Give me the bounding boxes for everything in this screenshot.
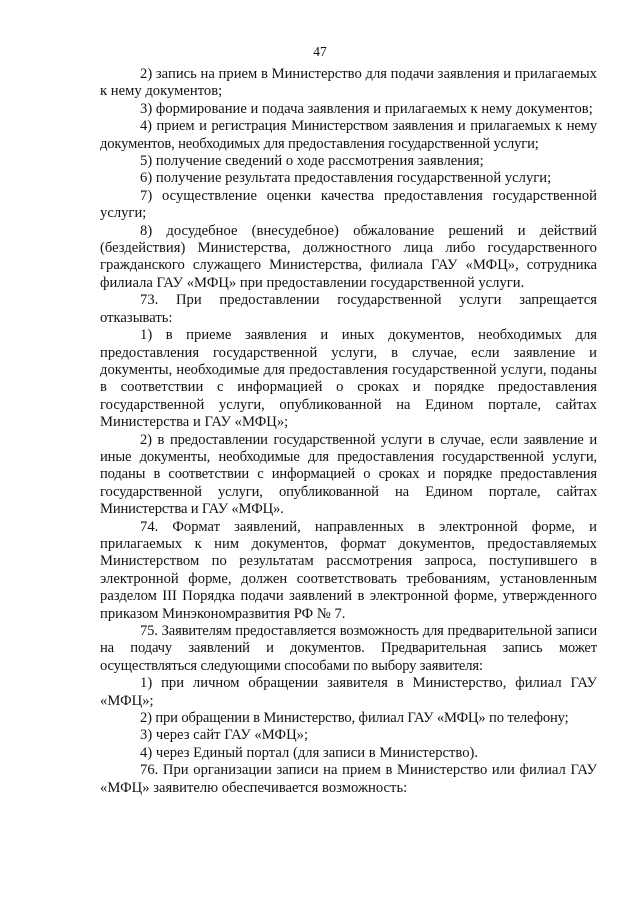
paragraph-75-item-3: 3) через сайт ГАУ «МФЦ»; xyxy=(140,727,309,744)
paragraph-item-5-status: 5) получение сведений о ходе рассмотрения заявления; xyxy=(140,153,484,170)
paragraph-74-format: 74. Формат заявлений, направленных в электронной форме, и прилагаемых к ним документов, формат документов, предоставляемых Министерством по результатам рассмотрения запроса, поступившего в электронной форме, должен соответствовать требованиям, установленным разделом III Порядка подачи заявлений в электронной форме, утвержденного приказом Минэкономразвития РФ № 7. xyxy=(100,518,597,622)
document-body xyxy=(100,66,597,797)
paragraph-item-7-quality: 7) осуществление оценки качества предоставления государственной услуги; xyxy=(100,187,597,222)
paragraph-73-item-2: 2) в предоставлении государственной услуги в случае, если заявление и иные документы, необходимые для предоставления государственной услуги, поданы в соответствии с информацией о сроках и порядке предоставления государственной услуги, опубликованной на Едином портале, сайтах Министерства и ГАУ «МФЦ». xyxy=(100,431,597,518)
paragraph-75-item-1: 1) при личном обращении заявителя в Министерство, филиал ГАУ «МФЦ»; xyxy=(100,675,597,709)
paragraph-75-item-4: 4) через Единый портал (для записи в Министерство). xyxy=(140,744,479,761)
paragraph-73-item-1: 1) в приеме заявления и иных документов, необходимых для предоставления государственной услуги, в случае, если заявление и документы, необходимые для предоставления государственной услуги, поданы в соответствии с информацией о сроках и порядке предоставления государственной услуги, опубликованной на Едином портале, сайтах Министерства и ГАУ «МФЦ»; xyxy=(100,327,597,431)
paragraph-76-organization: 76. При организации записи на прием в Министерство или филиал ГАУ «МФЦ» заявителю обеспечивается возможность: xyxy=(100,762,597,796)
paragraph-item-2-appointment: 2) запись на прием в Министерство для подачи заявления и прилагаемых к нему документов; xyxy=(100,66,597,100)
paragraph-75-preregistration: 75. Заявителям предоставляется возможность для предварительной записи на подачу заявлений и документов. Предварительная запись может осуществляться следующими способами по выбору заявителя: xyxy=(100,623,597,674)
paragraph-item-4-registration: 4) прием и регистрация Министерством заявления и прилагаемых к нему документов, необходимых для предоставления государственной услуги; xyxy=(100,118,597,152)
paragraph-item-3-submission: 3) формирование и подача заявления и прилагаемых к нему документов; xyxy=(140,100,593,117)
paragraph-75-item-2: 2) при обращении в Министерство, филиал ГАУ «МФЦ» по телефону; xyxy=(140,710,569,727)
paragraph-73-prohibition: 73. При предоставлении государственной услуги запрещается отказывать: xyxy=(100,292,597,326)
page-number: 47 xyxy=(313,44,327,59)
paragraph-item-6-result: 6) получение результата предоставления государственной услуги; xyxy=(140,170,552,187)
paragraph-item-8-appeal: 8) досудебное (внесудебное) обжалование решений и действий (бездействия) Министерства, должностного лица либо государственного гражданского служащего Министерства, филиала ГАУ «МФЦ», сотрудника филиала ГАУ «МФЦ» при предоставлении государственной услуги. xyxy=(100,222,597,291)
